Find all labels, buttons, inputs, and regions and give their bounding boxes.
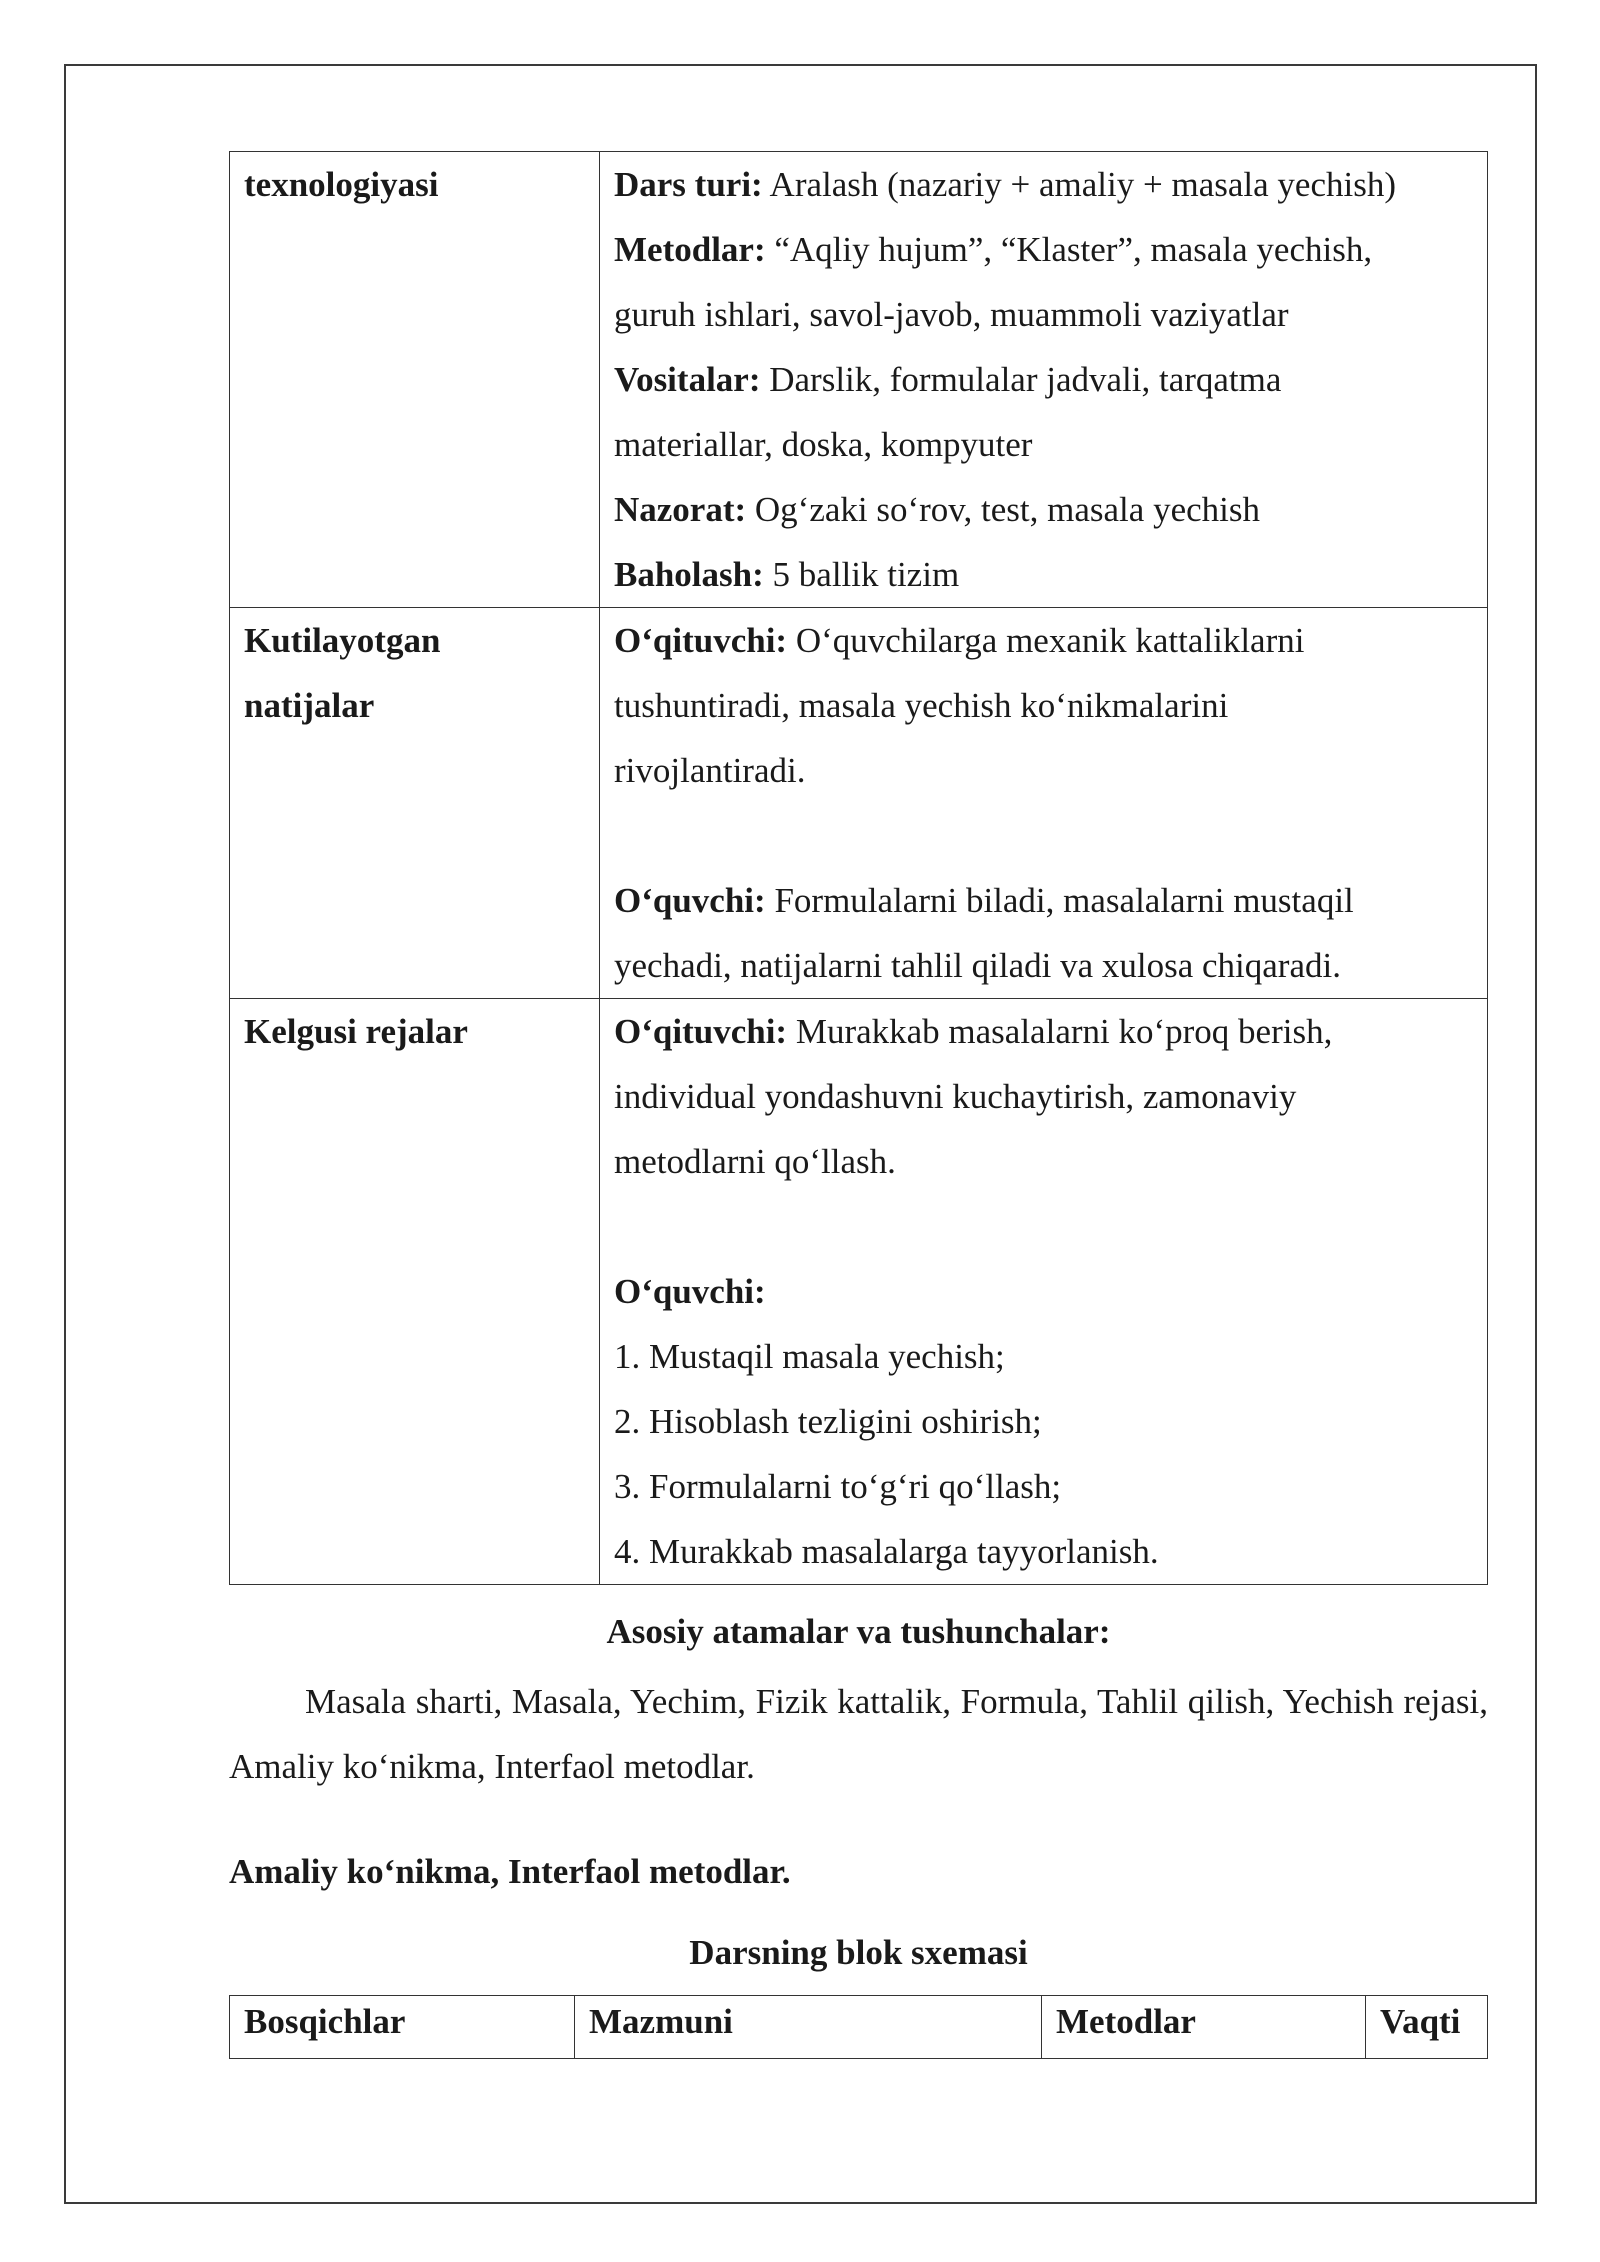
content-line <box>614 152 1473 217</box>
row-label: Kutilayotgan <box>244 621 441 660</box>
content-line <box>614 217 1473 282</box>
row-content-cell <box>600 999 1488 1585</box>
row-content-cell <box>600 608 1488 999</box>
table-row <box>230 999 1488 1585</box>
list-item: 1. Mustaqil masala yechish; <box>614 1337 1005 1376</box>
field-key: Vositalar: <box>614 360 761 399</box>
bold-terms-line: Amaliy ko‘nikma, Interfaol metodlar. <box>229 1852 791 1891</box>
field-value: Formulalarni biladi, masalalarni mustaqil <box>765 881 1354 920</box>
field-key: O‘quvchi: <box>614 881 766 920</box>
block-scheme-table <box>229 1995 1488 2059</box>
lesson-info-table <box>229 151 1488 1585</box>
content-line <box>614 608 1473 673</box>
terms-paragraph: Masala sharti, Masala, Yechim, Fizik kattalik, Formula, Tahlil qilish, Yechish rejasi, Amaliy ko‘nikma, Interfaol metodlar. <box>229 1682 1488 1786</box>
field-key: Dars turi: <box>614 165 763 204</box>
content-line <box>614 477 1473 542</box>
list-item: 4. Murakkab masalalarga tayyorlanish. <box>614 1532 1159 1571</box>
row-label-cell <box>230 999 600 1585</box>
terms-heading: Asosiy atamalar va tushunchalar: <box>606 1612 1111 1651</box>
content-line <box>614 412 1473 477</box>
field-key: Metodlar: <box>614 230 766 269</box>
field-key: O‘quvchi: <box>614 1272 766 1311</box>
content-line: individual yondashuvni kuchaytirish, zamonaviy <box>614 1077 1297 1116</box>
field-value: “Aqliy hujum”, “Klaster”, masala yechish, <box>765 230 1373 269</box>
content-line: rivojlantiradi. <box>614 751 806 790</box>
field-key: Nazorat: <box>614 490 747 529</box>
field-key: O‘qituvchi: <box>614 1012 788 1051</box>
header-cell-methods: Metodlar <box>1042 1996 1366 2059</box>
content-line <box>614 282 1473 347</box>
header-cell-time: Vaqti <box>1366 1996 1488 2059</box>
row-label-cell <box>230 608 600 999</box>
field-value: Murakkab masalalarni ko‘proq berish, <box>787 1012 1333 1051</box>
blank-line <box>614 803 1473 868</box>
header-cell-stages: Bosqichlar <box>230 1996 575 2059</box>
field-value: O‘quvchilarga mexanik kattaliklarni <box>787 621 1305 660</box>
table-header-row <box>230 1996 1488 2059</box>
content-line <box>614 999 1473 1064</box>
content-line <box>614 347 1473 412</box>
field-value: 5 ballik tizim <box>763 555 960 594</box>
content-line <box>614 868 1473 933</box>
row-label-cell <box>230 152 600 608</box>
field-value: Og‘zaki so‘rov, test, masala yechish <box>746 490 1260 529</box>
block-scheme-heading: Darsning blok sxemasi <box>689 1933 1028 1972</box>
row-label: natijalar <box>244 686 375 725</box>
field-value: Darslik, formulalar jadvali, tarqatma <box>760 360 1282 399</box>
content-line <box>614 542 1473 607</box>
row-label: Kelgusi rejalar <box>244 1012 468 1051</box>
row-content-cell <box>600 152 1488 608</box>
blank-line <box>614 1194 1473 1259</box>
field-key: Baholash: <box>614 555 764 594</box>
row-label: texnologiyasi <box>244 165 439 204</box>
field-value: Aralash (nazariy + amaliy + masala yechish) <box>762 165 1396 204</box>
header-cell-content: Mazmuni <box>575 1996 1042 2059</box>
table-row <box>230 152 1488 608</box>
content-line: tushuntiradi, masala yechish ko‘nikmalarini <box>614 686 1229 725</box>
field-value: materiallar, doska, kompyuter <box>614 425 1033 464</box>
content-line: yechadi, natijalarni tahlil qiladi va xulosa chiqaradi. <box>614 946 1341 985</box>
list-item: 3. Formulalarni to‘g‘ri qo‘llash; <box>614 1467 1062 1506</box>
field-key: O‘qituvchi: <box>614 621 788 660</box>
table-row <box>230 608 1488 999</box>
list-item: 2. Hisoblash tezligini oshirish; <box>614 1402 1042 1441</box>
document-body <box>229 151 1488 2059</box>
field-value: guruh ishlari, savol-javob, muammoli vaziyatlar <box>614 295 1289 334</box>
content-line: metodlarni qo‘llash. <box>614 1142 896 1181</box>
